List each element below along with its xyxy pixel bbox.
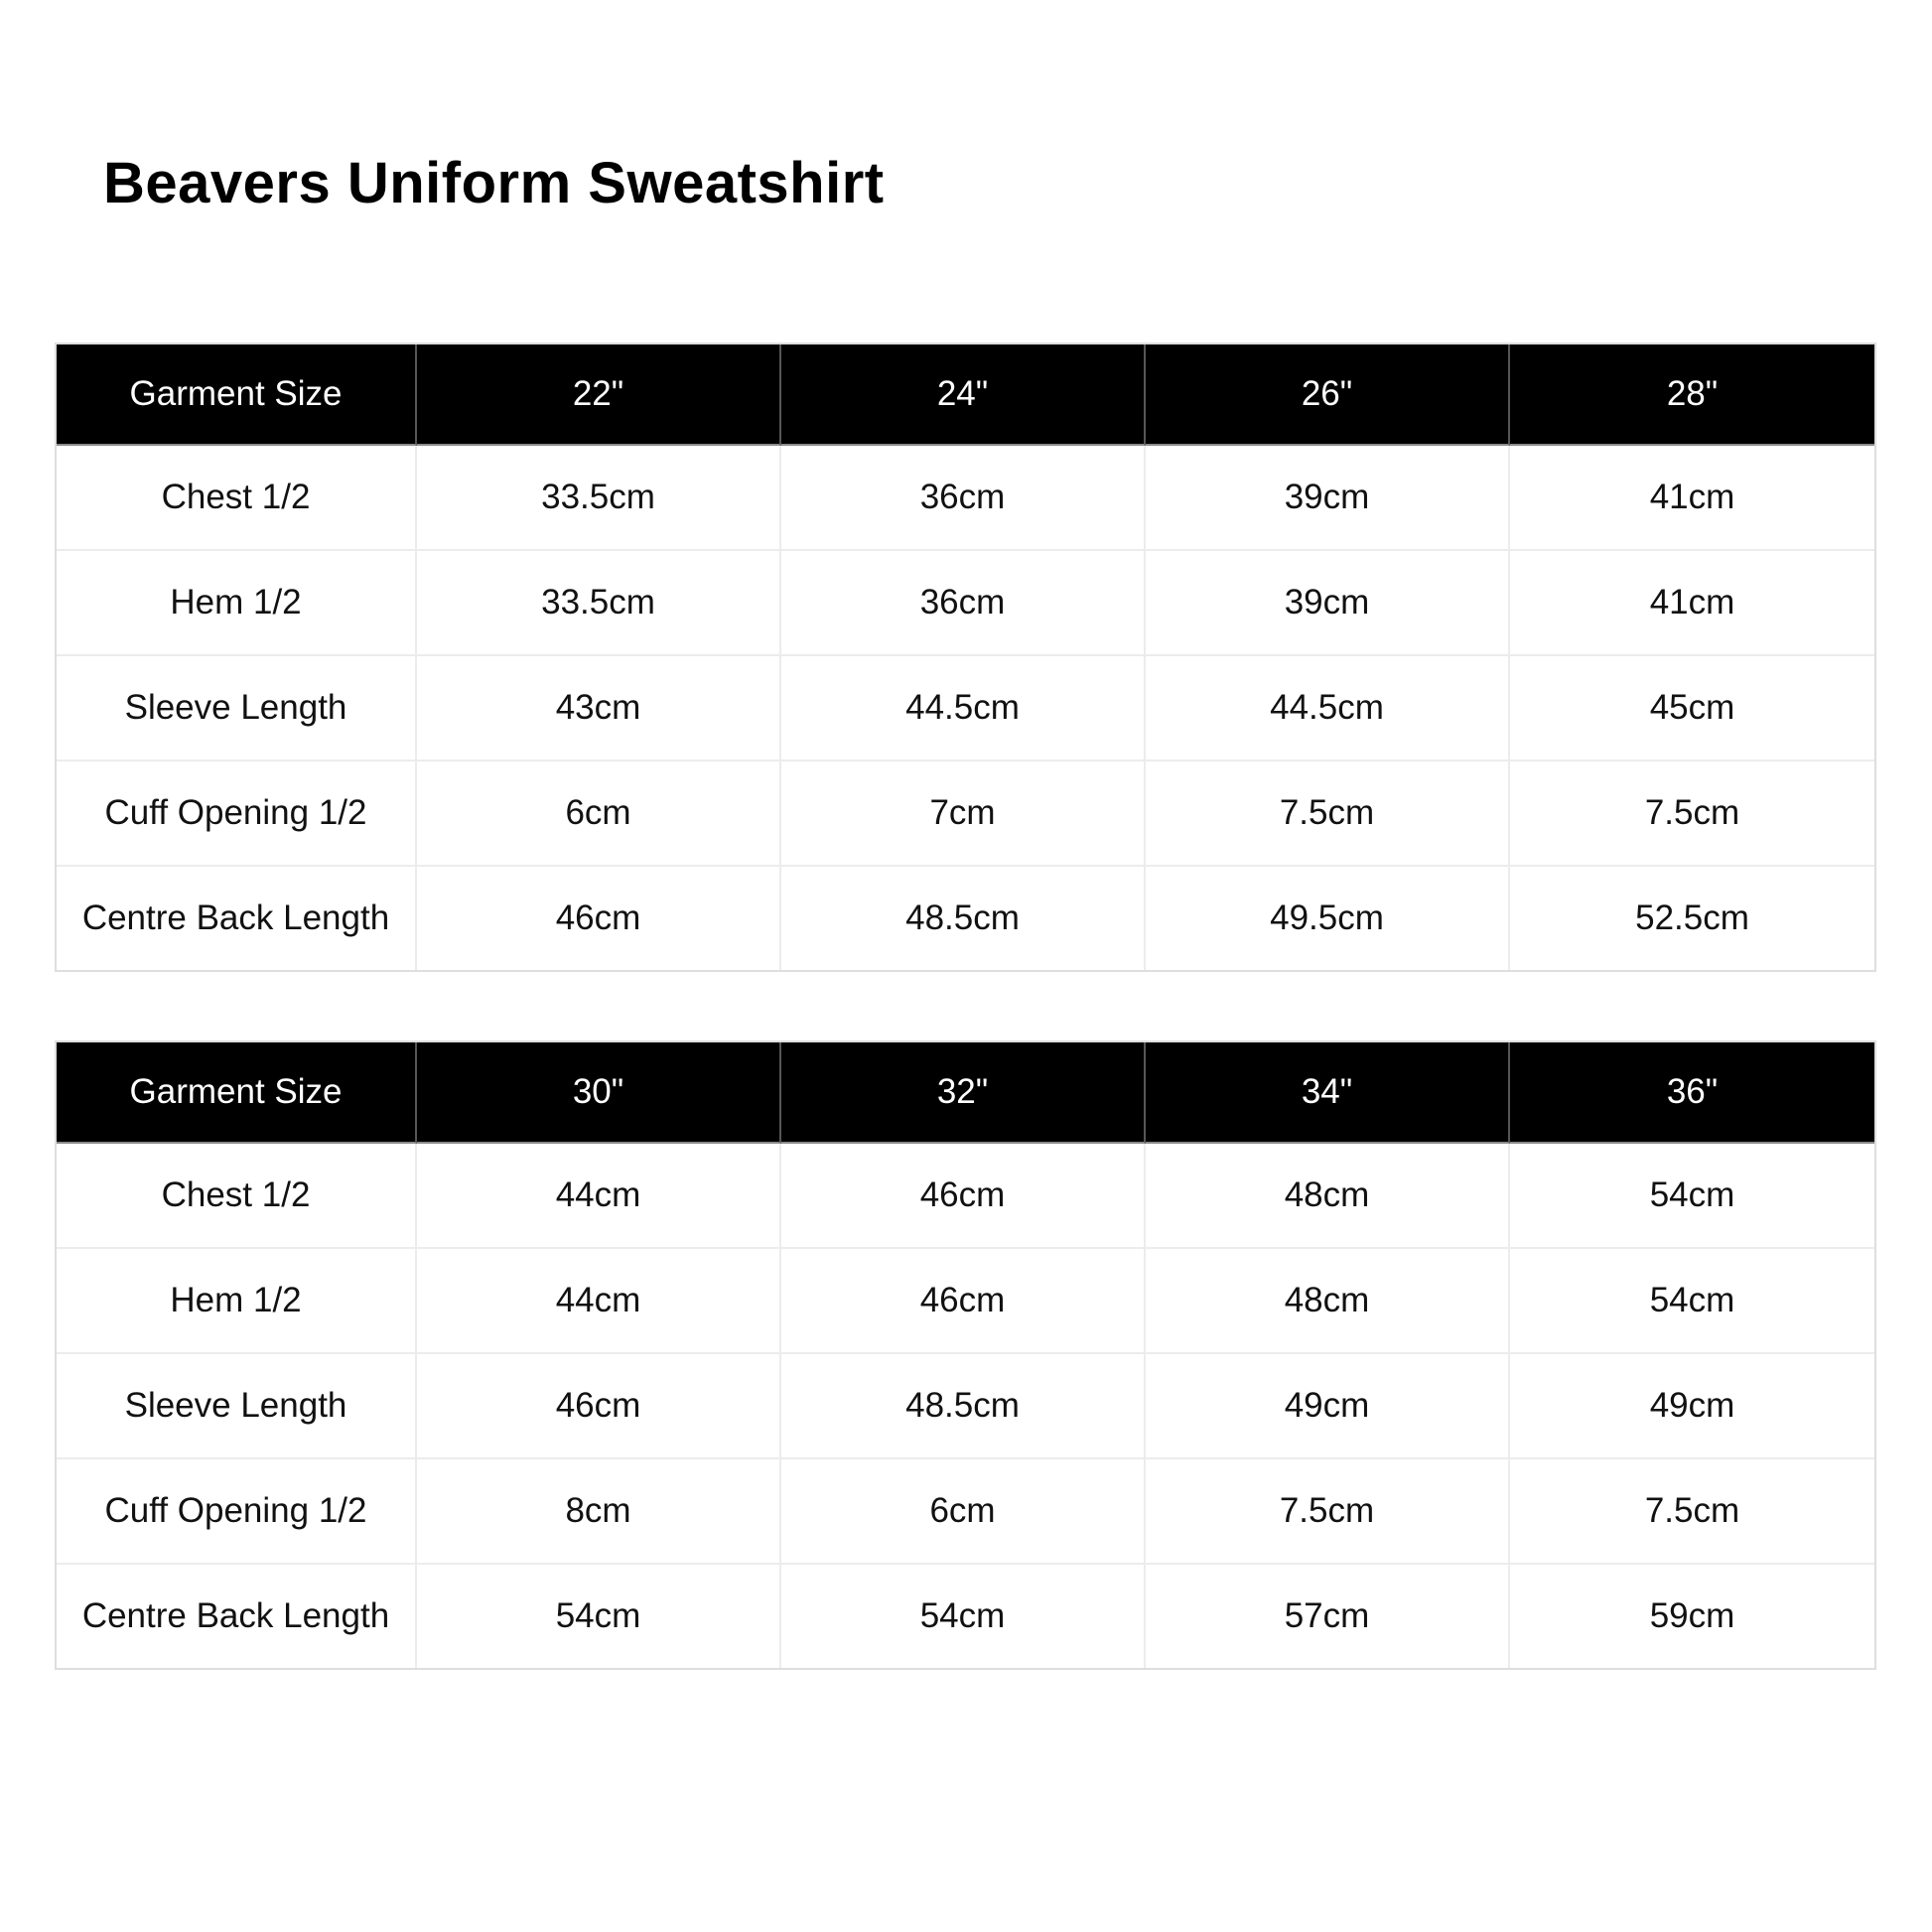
table-row: [57, 446, 1874, 551]
measurement-value-cell: 33.5cm: [417, 551, 781, 656]
table-row: [57, 1144, 1874, 1249]
measurement-value-cell: 46cm: [781, 1249, 1146, 1354]
measurement-label-cell: Hem 1/2: [57, 1249, 417, 1354]
measurement-value-cell: 7.5cm: [1146, 1459, 1510, 1565]
measurement-value-cell: 44.5cm: [781, 656, 1146, 761]
measurement-value-cell: 7.5cm: [1146, 761, 1510, 867]
size-table-large-sizes: [55, 1040, 1876, 1670]
measurement-value-cell: 36cm: [781, 551, 1146, 656]
table-row: [57, 1249, 1874, 1354]
measurement-value-cell: 44.5cm: [1146, 656, 1510, 761]
size-column-header: 22": [417, 345, 781, 446]
size-column-header: 36": [1510, 1042, 1874, 1144]
measurement-label-cell: Centre Back Length: [57, 1565, 417, 1668]
measurement-value-cell: 39cm: [1146, 446, 1510, 551]
measurement-value-cell: 41cm: [1510, 551, 1874, 656]
measurement-value-cell: 43cm: [417, 656, 781, 761]
measurement-value-cell: 54cm: [781, 1565, 1146, 1668]
table-row: [57, 1459, 1874, 1565]
table-header-row: [57, 345, 1874, 446]
table-header-row: [57, 1042, 1874, 1144]
measurement-value-cell: 8cm: [417, 1459, 781, 1565]
measurement-value-cell: 41cm: [1510, 446, 1874, 551]
measurement-value-cell: 7.5cm: [1510, 761, 1874, 867]
measurement-value-cell: 57cm: [1146, 1565, 1510, 1668]
measurement-value-cell: 48.5cm: [781, 867, 1146, 970]
measurement-value-cell: 45cm: [1510, 656, 1874, 761]
size-column-header: 30": [417, 1042, 781, 1144]
size-column-header: 34": [1146, 1042, 1510, 1144]
measurement-value-cell: 46cm: [417, 867, 781, 970]
measurement-value-cell: 6cm: [781, 1459, 1146, 1565]
measurement-value-cell: 6cm: [417, 761, 781, 867]
measurement-value-cell: 59cm: [1510, 1565, 1874, 1668]
measurement-value-cell: 39cm: [1146, 551, 1510, 656]
measurement-label-cell: Chest 1/2: [57, 1144, 417, 1249]
measurement-value-cell: 49cm: [1146, 1354, 1510, 1459]
measurement-value-cell: 46cm: [781, 1144, 1146, 1249]
measurement-value-cell: 54cm: [417, 1565, 781, 1668]
measurement-value-cell: 48cm: [1146, 1249, 1510, 1354]
measurement-label-cell: Cuff Opening 1/2: [57, 1459, 417, 1565]
measurement-value-cell: 36cm: [781, 446, 1146, 551]
measurement-value-cell: 49.5cm: [1146, 867, 1510, 970]
measurement-value-cell: 52.5cm: [1510, 867, 1874, 970]
measurement-value-cell: 7.5cm: [1510, 1459, 1874, 1565]
measurement-label-cell: Hem 1/2: [57, 551, 417, 656]
page-title: Beavers Uniform Sweatshirt: [103, 151, 885, 215]
measurement-label-cell: Chest 1/2: [57, 446, 417, 551]
measurement-value-cell: 7cm: [781, 761, 1146, 867]
size-table: [57, 345, 1874, 970]
table-row: [57, 656, 1874, 761]
garment-size-header: Garment Size: [57, 1042, 417, 1144]
measurement-value-cell: 46cm: [417, 1354, 781, 1459]
table-row: [57, 1565, 1874, 1668]
measurement-label-cell: Cuff Opening 1/2: [57, 761, 417, 867]
measurement-value-cell: 44cm: [417, 1249, 781, 1354]
measurement-value-cell: 54cm: [1510, 1249, 1874, 1354]
measurement-label-cell: Centre Back Length: [57, 867, 417, 970]
size-column-header: 28": [1510, 345, 1874, 446]
garment-size-header: Garment Size: [57, 345, 417, 446]
measurement-value-cell: 54cm: [1510, 1144, 1874, 1249]
table-row: [57, 867, 1874, 970]
table-row: [57, 1354, 1874, 1459]
table-row: [57, 761, 1874, 867]
size-table-small-sizes: [55, 343, 1876, 972]
size-column-header: 32": [781, 1042, 1146, 1144]
measurement-value-cell: 49cm: [1510, 1354, 1874, 1459]
measurement-value-cell: 48.5cm: [781, 1354, 1146, 1459]
measurement-value-cell: 44cm: [417, 1144, 781, 1249]
measurement-label-cell: Sleeve Length: [57, 656, 417, 761]
measurement-value-cell: 48cm: [1146, 1144, 1510, 1249]
measurement-label-cell: Sleeve Length: [57, 1354, 417, 1459]
size-column-header: 24": [781, 345, 1146, 446]
table-row: [57, 551, 1874, 656]
size-column-header: 26": [1146, 345, 1510, 446]
measurement-value-cell: 33.5cm: [417, 446, 781, 551]
size-table: [57, 1042, 1874, 1668]
